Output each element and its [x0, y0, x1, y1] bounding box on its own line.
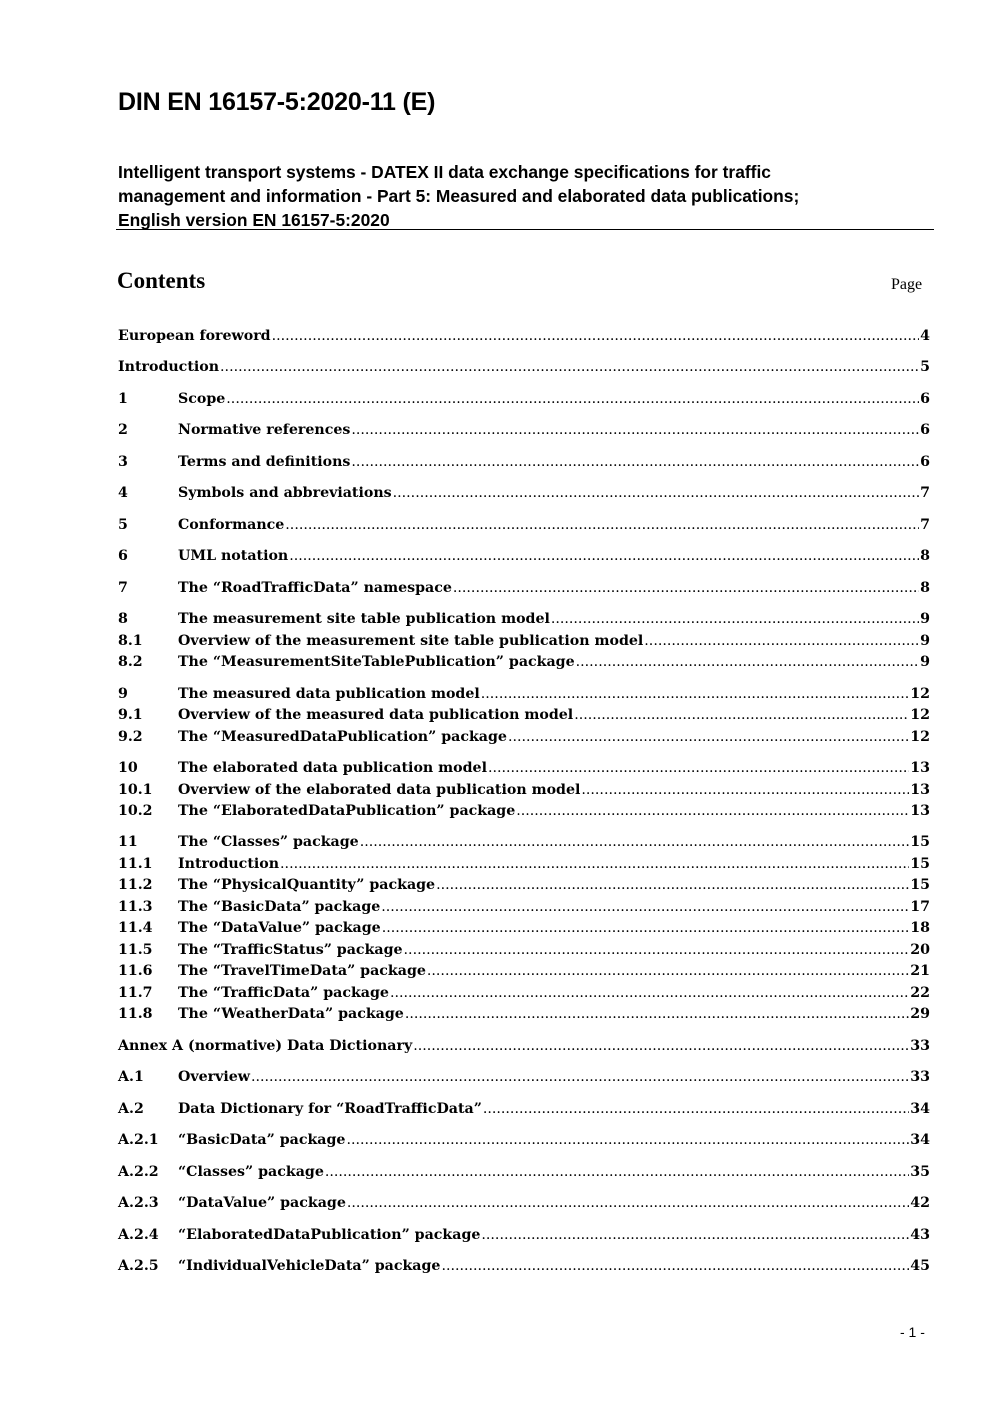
- toc-entry-page: 15: [910, 877, 930, 893]
- toc-entry-title: The “MeasurementSiteTablePublication” package: [178, 654, 575, 670]
- subtitle-line: Intelligent transport systems - DATEX II data exchange specifications for traffic: [118, 162, 771, 182]
- toc-entry-title: “BasicData” package: [178, 1132, 346, 1148]
- toc-dot-leader: [574, 705, 909, 725]
- toc-dot-leader: [436, 875, 909, 895]
- toc-entry-page: 13: [910, 760, 930, 776]
- toc-dot-leader: [483, 1099, 909, 1119]
- toc-entry-title: “Classes” package: [178, 1164, 324, 1180]
- toc-entry-title: The “TravelTimeData” package: [178, 963, 426, 979]
- toc-entry[interactable]: [118, 1067, 930, 1087]
- toc-entry[interactable]: [118, 1130, 930, 1150]
- toc-dot-leader: [381, 897, 909, 917]
- toc-entry-page: 35: [910, 1164, 930, 1180]
- toc-entry-number: A.1: [118, 1069, 144, 1085]
- toc-dot-leader: [441, 1256, 909, 1276]
- toc-entry[interactable]: [118, 1225, 930, 1245]
- toc-entry-title: Symbols and abbreviations: [178, 485, 392, 501]
- page-column-label: Page: [891, 276, 923, 293]
- toc-dot-leader: [251, 1067, 909, 1087]
- toc-entry-page: 15: [910, 834, 930, 850]
- toc-dot-leader: [481, 1225, 909, 1245]
- toc-entry-number: 8: [118, 611, 128, 627]
- toc-entry-title: The “ElaboratedDataPublication” package: [178, 803, 516, 819]
- toc-entry-page: 12: [910, 729, 930, 745]
- toc-entry-title: Overview: [178, 1069, 250, 1085]
- toc-dot-leader: [413, 1036, 909, 1056]
- toc-entry-page: 18: [910, 920, 930, 936]
- toc-dot-leader: [351, 420, 919, 440]
- toc-dot-leader: [644, 631, 919, 651]
- toc-entry-number: 7: [118, 580, 128, 596]
- toc-entry-page: 21: [910, 963, 930, 979]
- toc-entry[interactable]: [118, 631, 930, 651]
- toc-entry-page: 12: [910, 707, 930, 723]
- toc-entry-title: The “Classes” package: [178, 834, 359, 850]
- toc-entry[interactable]: [118, 705, 930, 725]
- toc-entry-title: Overview of the measured data publication model: [178, 707, 574, 723]
- subtitle-line: English version EN 16157-5:2020: [118, 210, 390, 230]
- toc-entry-title: The “TrafficData” package: [178, 985, 389, 1001]
- toc-entry-title: The elaborated data publication model: [178, 760, 487, 776]
- toc-entry-title: The measurement site table publication model: [178, 611, 550, 627]
- toc-entry-number: 8.1: [118, 633, 143, 649]
- toc-entry-page: 43: [910, 1227, 930, 1243]
- toc-entry-number: 11.1: [118, 856, 153, 872]
- subtitle-line: management and information - Part 5: Measured and elaborated data publications;: [118, 186, 800, 206]
- toc-entry-number: 11.2: [118, 877, 153, 893]
- toc-entry[interactable]: [118, 854, 930, 874]
- toc-entry-title: Overview of the elaborated data publication model: [178, 782, 581, 798]
- toc-entry-number: 10: [118, 760, 138, 776]
- toc-entry-page: 13: [910, 803, 930, 819]
- toc-entry-number: A.2.3: [118, 1195, 159, 1211]
- toc-entry-number: 10.2: [118, 803, 153, 819]
- toc-entry-title: Introduction: [118, 359, 220, 375]
- toc-entry-number: A.2.4: [118, 1227, 159, 1243]
- toc-entry-title: The “RoadTrafficData” namespace: [178, 580, 452, 596]
- toc-dot-leader: [393, 483, 919, 503]
- toc-entry-page: 45: [910, 1258, 930, 1274]
- toc-entry-page: 7: [920, 517, 930, 533]
- toc-dot-leader: [488, 758, 909, 778]
- toc-entry-page: 42: [910, 1195, 930, 1211]
- toc-entry-title: UML notation: [178, 548, 289, 564]
- toc-entry-page: 6: [920, 391, 930, 407]
- toc-dot-leader: [347, 1193, 909, 1213]
- toc-entry-page: 6: [920, 422, 930, 438]
- toc-entry-title: Overview of the measurement site table publication model: [178, 633, 644, 649]
- toc-entry[interactable]: [118, 389, 930, 409]
- toc-dot-leader: [390, 983, 909, 1003]
- toc-dot-leader: [405, 1004, 909, 1024]
- toc-entry-title: Data Dictionary for “RoadTrafficData”: [178, 1101, 482, 1117]
- footer-page-number: - 1 -: [900, 1324, 925, 1340]
- toc-entry-page: 33: [910, 1069, 930, 1085]
- toc-entry[interactable]: [118, 875, 930, 895]
- toc-entry-page: 6: [920, 454, 930, 470]
- toc-entry[interactable]: [118, 983, 930, 1003]
- toc-dot-leader: [346, 1130, 909, 1150]
- toc-entry-title: Annex A (normative) Data Dictionary: [118, 1038, 413, 1054]
- toc-entry-page: 34: [910, 1132, 930, 1148]
- toc-entry-number: A.2.2: [118, 1164, 159, 1180]
- toc-entry-title: The “WeatherData” package: [178, 1006, 404, 1022]
- toc-entry[interactable]: [118, 727, 930, 747]
- toc-entry[interactable]: [118, 546, 930, 566]
- toc-dot-leader: [272, 326, 920, 346]
- toc-entry-number: 9.1: [118, 707, 143, 723]
- toc-entry-title: European foreword: [118, 328, 271, 344]
- toc-entry-number: 2: [118, 422, 128, 438]
- toc-entry-title: Normative references: [178, 422, 351, 438]
- toc-dot-leader: [481, 684, 909, 704]
- toc-entry[interactable]: [118, 1193, 930, 1213]
- toc-entry[interactable]: [118, 801, 930, 821]
- toc-entry-number: 11.3: [118, 899, 153, 915]
- toc-entry-page: 7: [920, 485, 930, 501]
- toc-entry-number: 4: [118, 485, 128, 501]
- toc-entry-number: 11.5: [118, 942, 153, 958]
- toc-dot-leader: [382, 918, 910, 938]
- toc-entry-page: 17: [910, 899, 930, 915]
- toc-entry[interactable]: [118, 578, 930, 598]
- toc-entry-title: “IndividualVehicleData” package: [178, 1258, 441, 1274]
- toc-entry[interactable]: [118, 780, 930, 800]
- toc-entry[interactable]: [118, 832, 930, 852]
- toc-dot-leader: [226, 389, 919, 409]
- toc-dot-leader: [551, 609, 919, 629]
- toc-entry[interactable]: [118, 326, 930, 346]
- toc-entry[interactable]: [118, 357, 930, 377]
- toc-entry-page: 34: [910, 1101, 930, 1117]
- toc-dot-leader: [404, 940, 910, 960]
- toc-entry[interactable]: [118, 1162, 930, 1182]
- toc-entry-title: “DataValue” package: [178, 1195, 346, 1211]
- document-id: DIN EN 16157-5:2020-11 (E): [118, 88, 436, 116]
- toc-entry-page: 33: [910, 1038, 930, 1054]
- toc-entry[interactable]: [118, 1036, 930, 1056]
- toc-entry-number: A.2.5: [118, 1258, 159, 1274]
- toc-entry-page: 12: [910, 686, 930, 702]
- toc-dot-leader: [453, 578, 919, 598]
- toc-entry-title: The measured data publication model: [178, 686, 480, 702]
- toc-entry[interactable]: [118, 515, 930, 535]
- toc-entry[interactable]: [118, 1099, 930, 1119]
- toc-entry[interactable]: [118, 940, 930, 960]
- toc-entry[interactable]: [118, 758, 930, 778]
- toc-entry[interactable]: [118, 961, 930, 981]
- toc-entry-page: 13: [910, 782, 930, 798]
- toc-dot-leader: [220, 357, 919, 377]
- toc-entry-title: The “TrafficStatus” package: [178, 942, 403, 958]
- toc-dot-leader: [516, 801, 909, 821]
- toc-entry-title: The “BasicData” package: [178, 899, 381, 915]
- toc-entry-number: A.2.1: [118, 1132, 159, 1148]
- toc-entry[interactable]: [118, 609, 930, 629]
- toc-entry-number: 9.2: [118, 729, 143, 745]
- toc-dot-leader: [325, 1162, 909, 1182]
- toc-entry-page: 15: [910, 856, 930, 872]
- toc-entry-number: 11.6: [118, 963, 153, 979]
- toc-entry-number: 6: [118, 548, 128, 564]
- toc-entry-number: 3: [118, 454, 128, 470]
- toc-entry[interactable]: [118, 1256, 930, 1276]
- toc-entry[interactable]: [118, 684, 930, 704]
- toc-entry[interactable]: [118, 652, 930, 672]
- toc-dot-leader: [427, 961, 909, 981]
- toc-entry-title: Terms and definitions: [178, 454, 351, 470]
- toc-entry-number: 9: [118, 686, 128, 702]
- toc-entry-page: 9: [920, 654, 930, 670]
- toc-dot-leader: [351, 452, 919, 472]
- toc-entry-page: 9: [920, 633, 930, 649]
- toc-dot-leader: [289, 546, 919, 566]
- toc-entry-number: 11: [118, 834, 138, 850]
- toc-dot-leader: [508, 727, 909, 747]
- toc-dot-leader: [280, 854, 909, 874]
- toc-entry-title: Introduction: [178, 856, 280, 872]
- toc-entry-title: The “MeasuredDataPublication” package: [178, 729, 507, 745]
- toc-entry[interactable]: [118, 918, 930, 938]
- toc-dot-leader: [576, 652, 919, 672]
- toc-entry[interactable]: [118, 1004, 930, 1024]
- toc-entry[interactable]: [118, 420, 930, 440]
- toc-entry-number: 1: [118, 391, 128, 407]
- toc-entry-page: 8: [920, 548, 930, 564]
- toc-entry-page: 9: [920, 611, 930, 627]
- toc-entry-page: 4: [920, 328, 930, 344]
- toc-entry-title: The “DataValue” package: [178, 920, 381, 936]
- toc-entry-title: Conformance: [178, 517, 285, 533]
- toc-entry-title: The “PhysicalQuantity” package: [178, 877, 436, 893]
- toc-entry-number: 11.7: [118, 985, 153, 1001]
- toc-dot-leader: [285, 515, 919, 535]
- toc-entry-number: A.2: [118, 1101, 144, 1117]
- toc-entry[interactable]: [118, 452, 930, 472]
- toc-entry-page: 20: [910, 942, 930, 958]
- toc-entry-number: 8.2: [118, 654, 143, 670]
- toc-entry[interactable]: [118, 483, 930, 503]
- toc-dot-leader: [360, 832, 910, 852]
- toc-entry-number: 11.8: [118, 1006, 153, 1022]
- toc-entry-page: 5: [920, 359, 930, 375]
- toc-entry-number: 5: [118, 517, 128, 533]
- toc-entry[interactable]: [118, 897, 930, 917]
- contents-heading: Contents: [117, 268, 206, 293]
- toc-entry-title: Scope: [178, 391, 226, 407]
- toc-entry-page: 29: [910, 1006, 930, 1022]
- toc-dot-leader: [581, 780, 909, 800]
- toc-entry-page: 22: [910, 985, 930, 1001]
- toc-entry-title: “ElaboratedDataPublication” package: [178, 1227, 481, 1243]
- toc-entry-number: 11.4: [118, 920, 153, 936]
- toc-entry-number: 10.1: [118, 782, 153, 798]
- toc-entry-page: 8: [920, 580, 930, 596]
